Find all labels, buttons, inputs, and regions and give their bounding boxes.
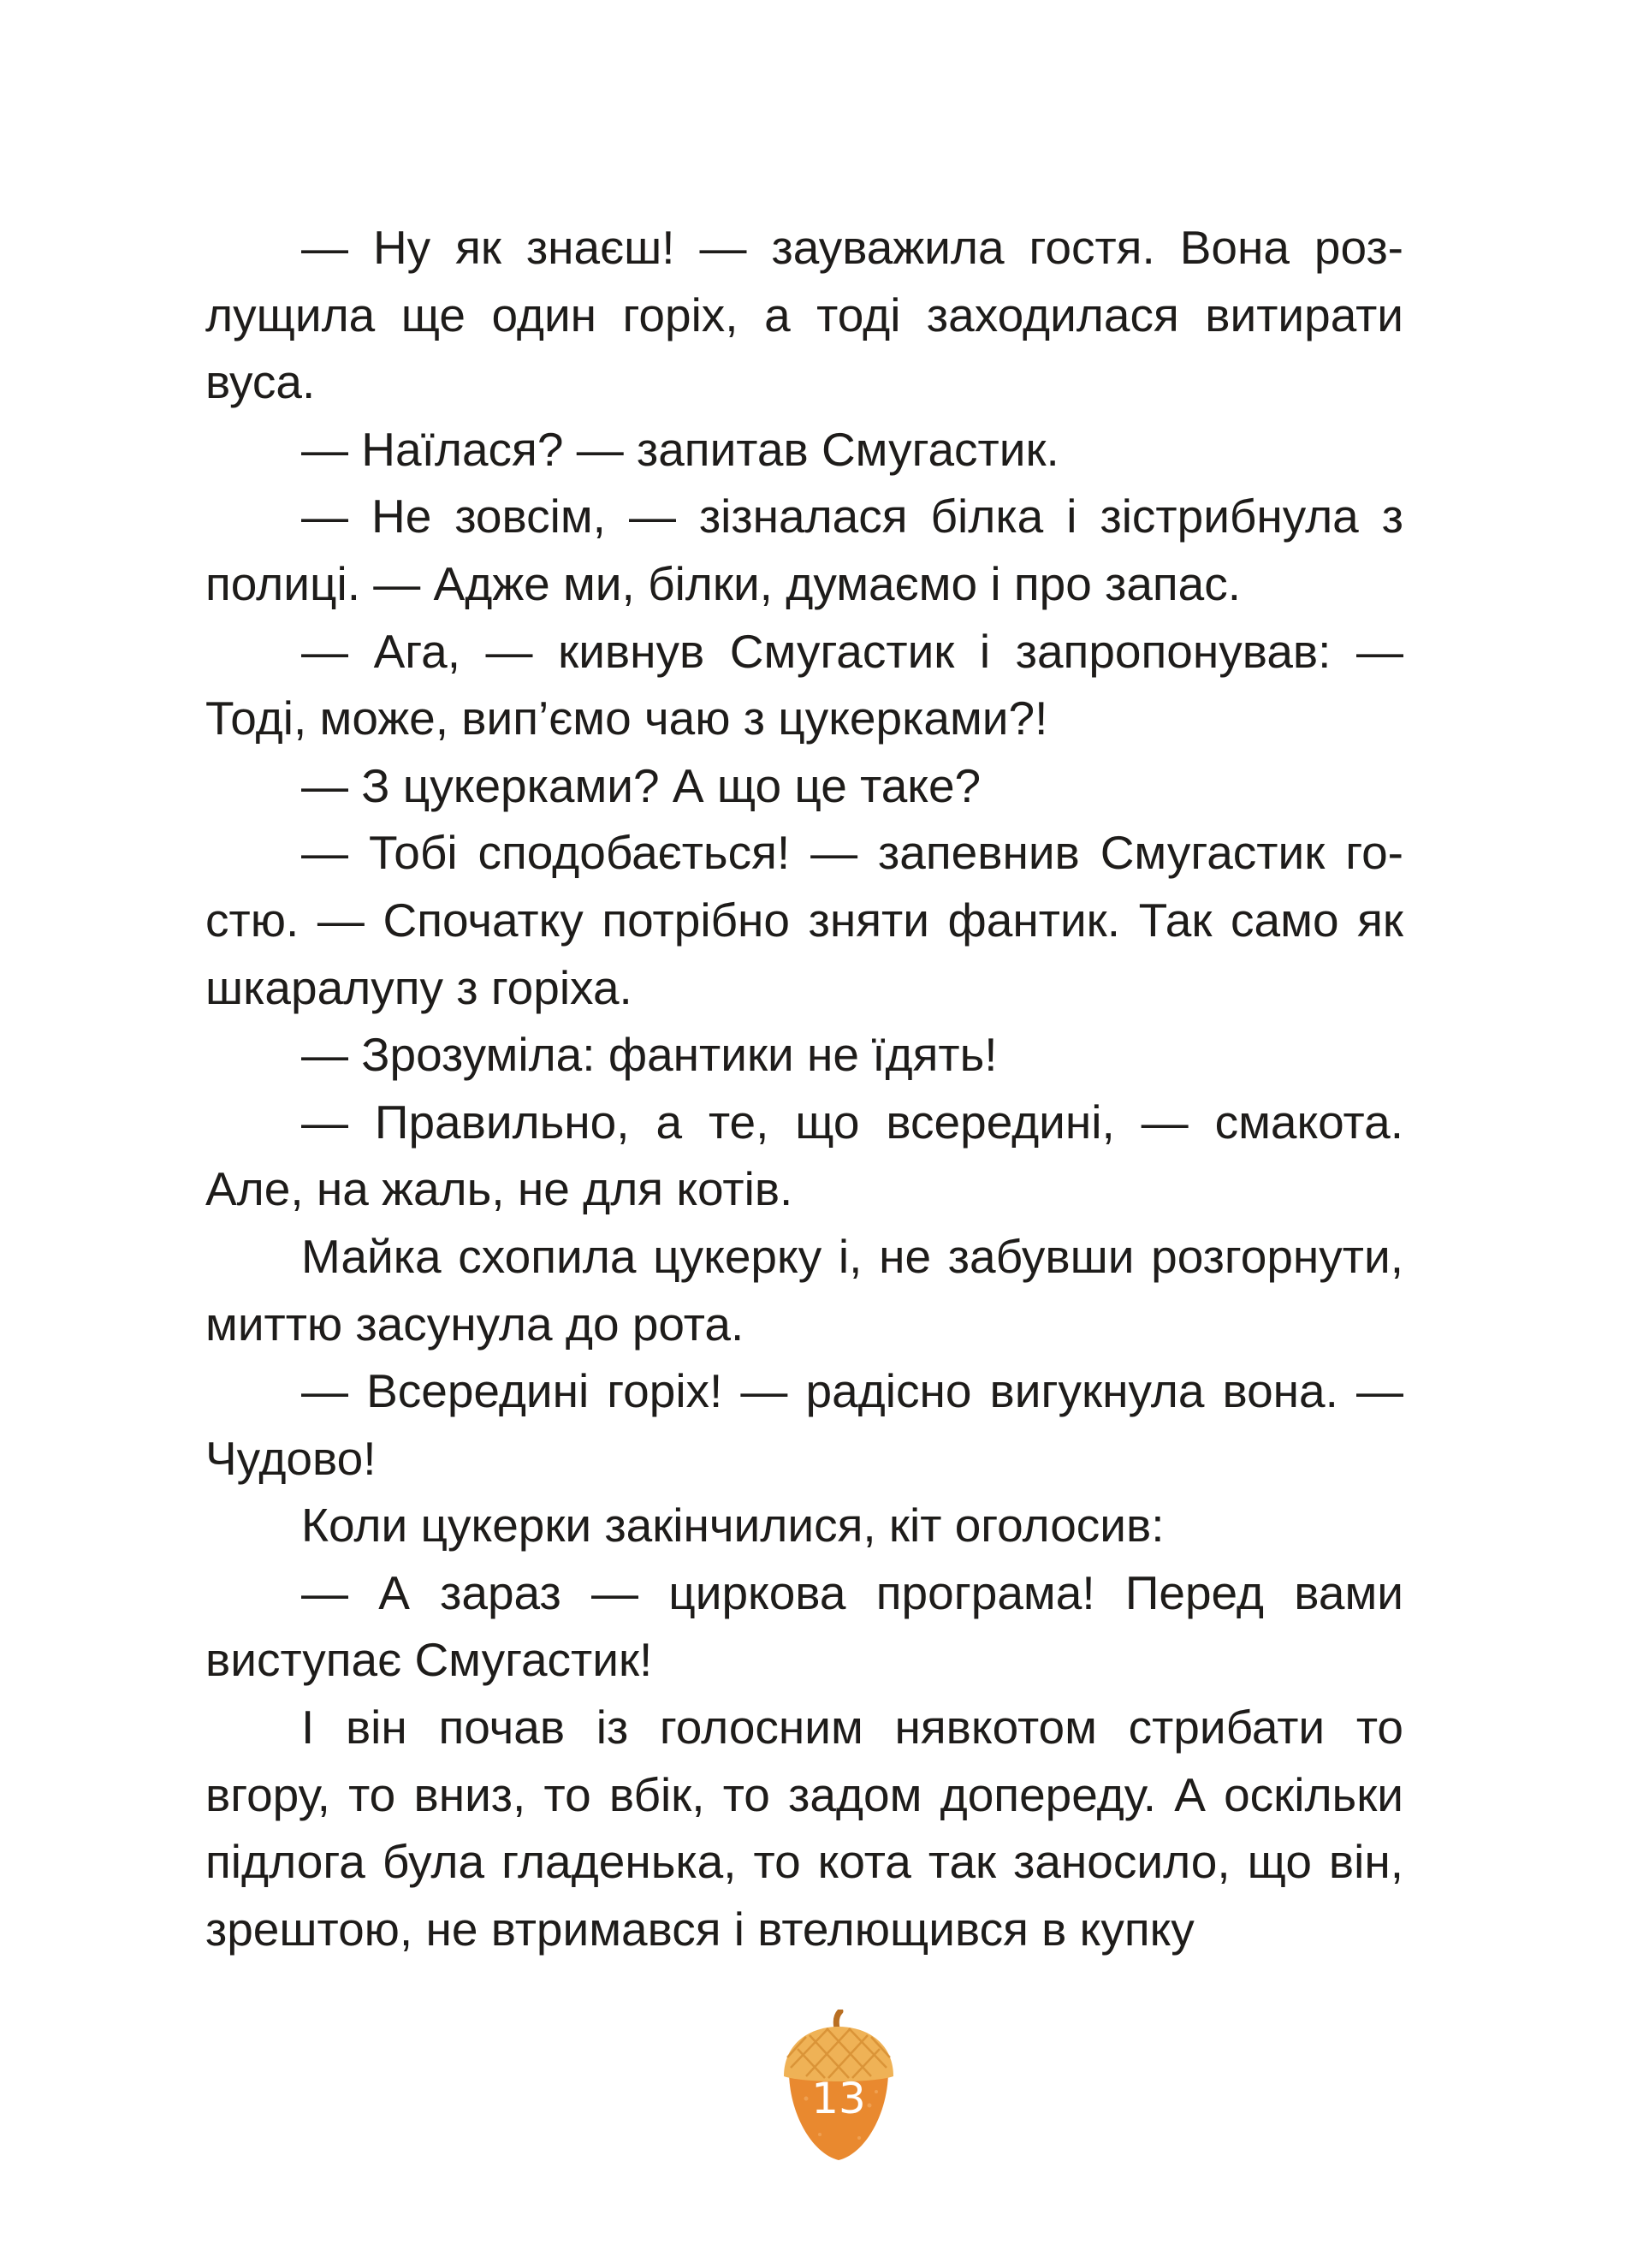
story-text [205,214,1403,1962]
paragraph: — Правильно, а те, що всередині, — смакота. Але, на жаль, не для котів. [205,1095,1403,1216]
paragraph: — Тобі сподобається! — запевнив Смугастик гостю. — Спочатку потрібно зняти фантик. Так само як шкаралупу з горіха. [205,826,1403,1014]
page-number-badge [780,2010,897,2162]
paragraph: — З цукерками? А що це таке? [301,758,982,812]
paragraph: — А зараз — циркова програма! Перед вами виступає Смугастик! [205,1565,1403,1687]
paragraph: — Ну як знаєш! — зауважила гостя. Вона розлущила ще один горіх, а тоді заходилася витирати вуса. [205,221,1403,409]
paragraph: Коли цукерки закінчилися, кіт оголосив: [301,1499,1165,1553]
paragraph: — Не зовсім, — зізналася білка і зістрибнула з полиці. — Адже ми, білки, думаємо і про запас. [205,490,1403,610]
paragraph: І він почав із голосним нявкотом стрибати то вгору, то вниз, то вбік, то задом допереду. А оскільки підлога була гладенька, то кота так заносило, що він, зрештою, не втримався і втелющився в купку [205,1701,1403,1956]
paragraph: — Наїлася? — запитав Смугастик. [301,422,1059,476]
page-number: 13 [811,2074,866,2123]
paragraph: — Зрозуміла: фантики не їдять! [301,1028,998,1082]
paragraph: Майка схопила цукерку і, не забувши розгорнути, миттю засунула до рота. [205,1229,1403,1351]
paragraph: — Всередині горіх! — радісно вигукнула вона. — Чудово! [205,1364,1403,1485]
paragraph: — Ага, — кивнув Смугастик і запропонував: — Тоді, може, вип’ємо чаю з цукерками?! [205,624,1403,745]
